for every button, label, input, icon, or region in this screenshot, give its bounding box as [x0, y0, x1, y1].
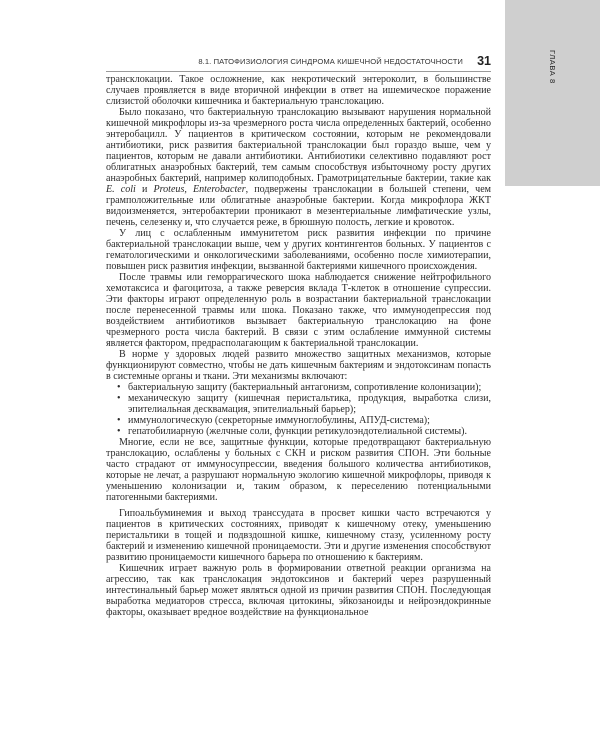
paragraph-text: , подвержены транслокации в большей степени, чем грамположительные или облигатные анаэробные бактерии. Когда микрофлора ЖКТ видоизменяется, энтеробактерии проникают в мезентериальные лимфатические узлы, печень, селезенку и, что случается реже, в брюшную полость, легкие и кровоток. [106, 184, 492, 228]
body-text [106, 74, 491, 618]
chapter-side-tab [505, 0, 600, 186]
list-item: • механическую защиту (кишечная перистальтика, продукция, выработка слизи, эпителиальная десквамация, эпителиальный барьер); [106, 393, 491, 415]
paragraph: У лиц с ослабленным иммунитетом риск развития инфекции по причине бактериальной транслокации выше, чем у других контингентов больных. У пациентов с гематологическими и онкологическими заболеваниями, особенно после химиотерапии, повышен риск развития инфекции, вызванной бактериями кишечного происхождения. [106, 228, 491, 272]
paragraph: Многие, если не все, защитные функции, которые предотвращают бактериальную транслокацию, ослаблены у больных с СКН и риском развития СПОН. Эти больные часто страдают от иммуносупрессии, введения большого количества антибиотиков, которые не лечат, а разрушают нормальную экологию кишечной микрофлоры, приводя к уменьшению колонизации и, таким образом, к переселению потенциальными патогенными бактериями. [106, 437, 491, 503]
list-item: • иммунологическую (секреторные иммуноглобулины, АПУД-система); [106, 415, 491, 426]
paragraph: Кишечник играет важную роль в формировании ответной реакции организма на агрессию, так как транслокация эндотоксинов и бактерий через разрушенный интестинальный барьер может являться одной из причин развития СПОН. Последующая выработка медиаторов стресса, включая цитокины, эйкозаноиды и нейроэндокринные факторы, оказывает вредное воздействие на функциональное [106, 563, 491, 618]
paragraph: трансклокации. Такое осложнение, как некротический энтероколит, в большинстве случаев проявляется в виде вторичной инфекции в ответ на ишемическое поражение слизистой оболочки кишечника и бактериальную транслокацию. [106, 74, 491, 107]
paragraph: Гипоальбуминемия и выход транссудата в просвет кишки часто встречаются у пациентов в критических состояниях, приводят к кишечному отеку, уменьшению перистальтики в тощей и подвздошной кишке, кишечному стазу, усиленному росту бактерий и изменению кишечной проницаемости. Эти и другие изменения способствуют развитию проницаемости кишечного барьера по отношению к бактериям. [106, 508, 491, 563]
paragraph [106, 107, 491, 228]
page-number: 31 [477, 54, 491, 68]
running-head: 8.1. ПАТОФИЗИОЛОГИЯ СИНДРОМА КИШЕЧНОЙ НЕДОСТАТОЧНОСТИ [198, 57, 463, 66]
list-item: • бактериальную защиту (бактериальный антагонизм, сопротивление колонизации); [106, 382, 491, 393]
list-item: • гепатобилиарную (желчные соли, функции ретикулоэндотелиальной системы). [106, 426, 491, 437]
bullet-list [106, 382, 491, 437]
page-header [106, 54, 491, 68]
header-rule [106, 71, 491, 72]
bacteria-name: Proteus, Enterobacter [153, 184, 246, 195]
bacteria-name: E. coli [106, 184, 136, 195]
paragraph-text: Было показано, что бактериальную транслокацию вызывают нарушения нормальной кишечной микрофлоры из-за чрезмерного роста числа определенных бактерий, особенно энтеробацилл. У пациентов в критическом состоянии, которым не рекомендовали антибиотики, риск развития бактериальной транслокации был гораздо выше, чем у пациентов, которым не давали антибиотики. Антибиотики селективно подавляют рост облигатных анаэробных бактерий, тем самым способствуя избыточному росту других анаэробных бактерий, например колиподобных. Грамотрицательные бактерии, такие как [106, 107, 491, 184]
paragraph: После травмы или геморрагического шока наблюдается снижение нейтрофильного хемотаксиса и фагоцитоза, а также реверсия вклада Т-клеток в отношение супрессии. Эти факторы играют определенную роль в возрастании бактериальной транслокации после перенесенной травмы или шока. Показано также, что иммунодепрессия под воздействием антибиотиков вызывает бактериальную транслокацию на фоне чрезмерного роста числа бактерий. В связи с этим ослабление иммунной системы является фактором, предрасполагающим к бактериальной транслокации. [106, 272, 491, 349]
paragraph-text: и [135, 184, 154, 195]
paragraph: В норме у здоровых людей развито множество защитных механизмов, которые функционируют совместно, чтобы не дать кишечным бактериям и эндотоксинам попасть в системные органы и ткани. Эти механизмы включают: [106, 349, 491, 382]
chapter-tab-label: ГЛАВА 8 [548, 50, 557, 84]
